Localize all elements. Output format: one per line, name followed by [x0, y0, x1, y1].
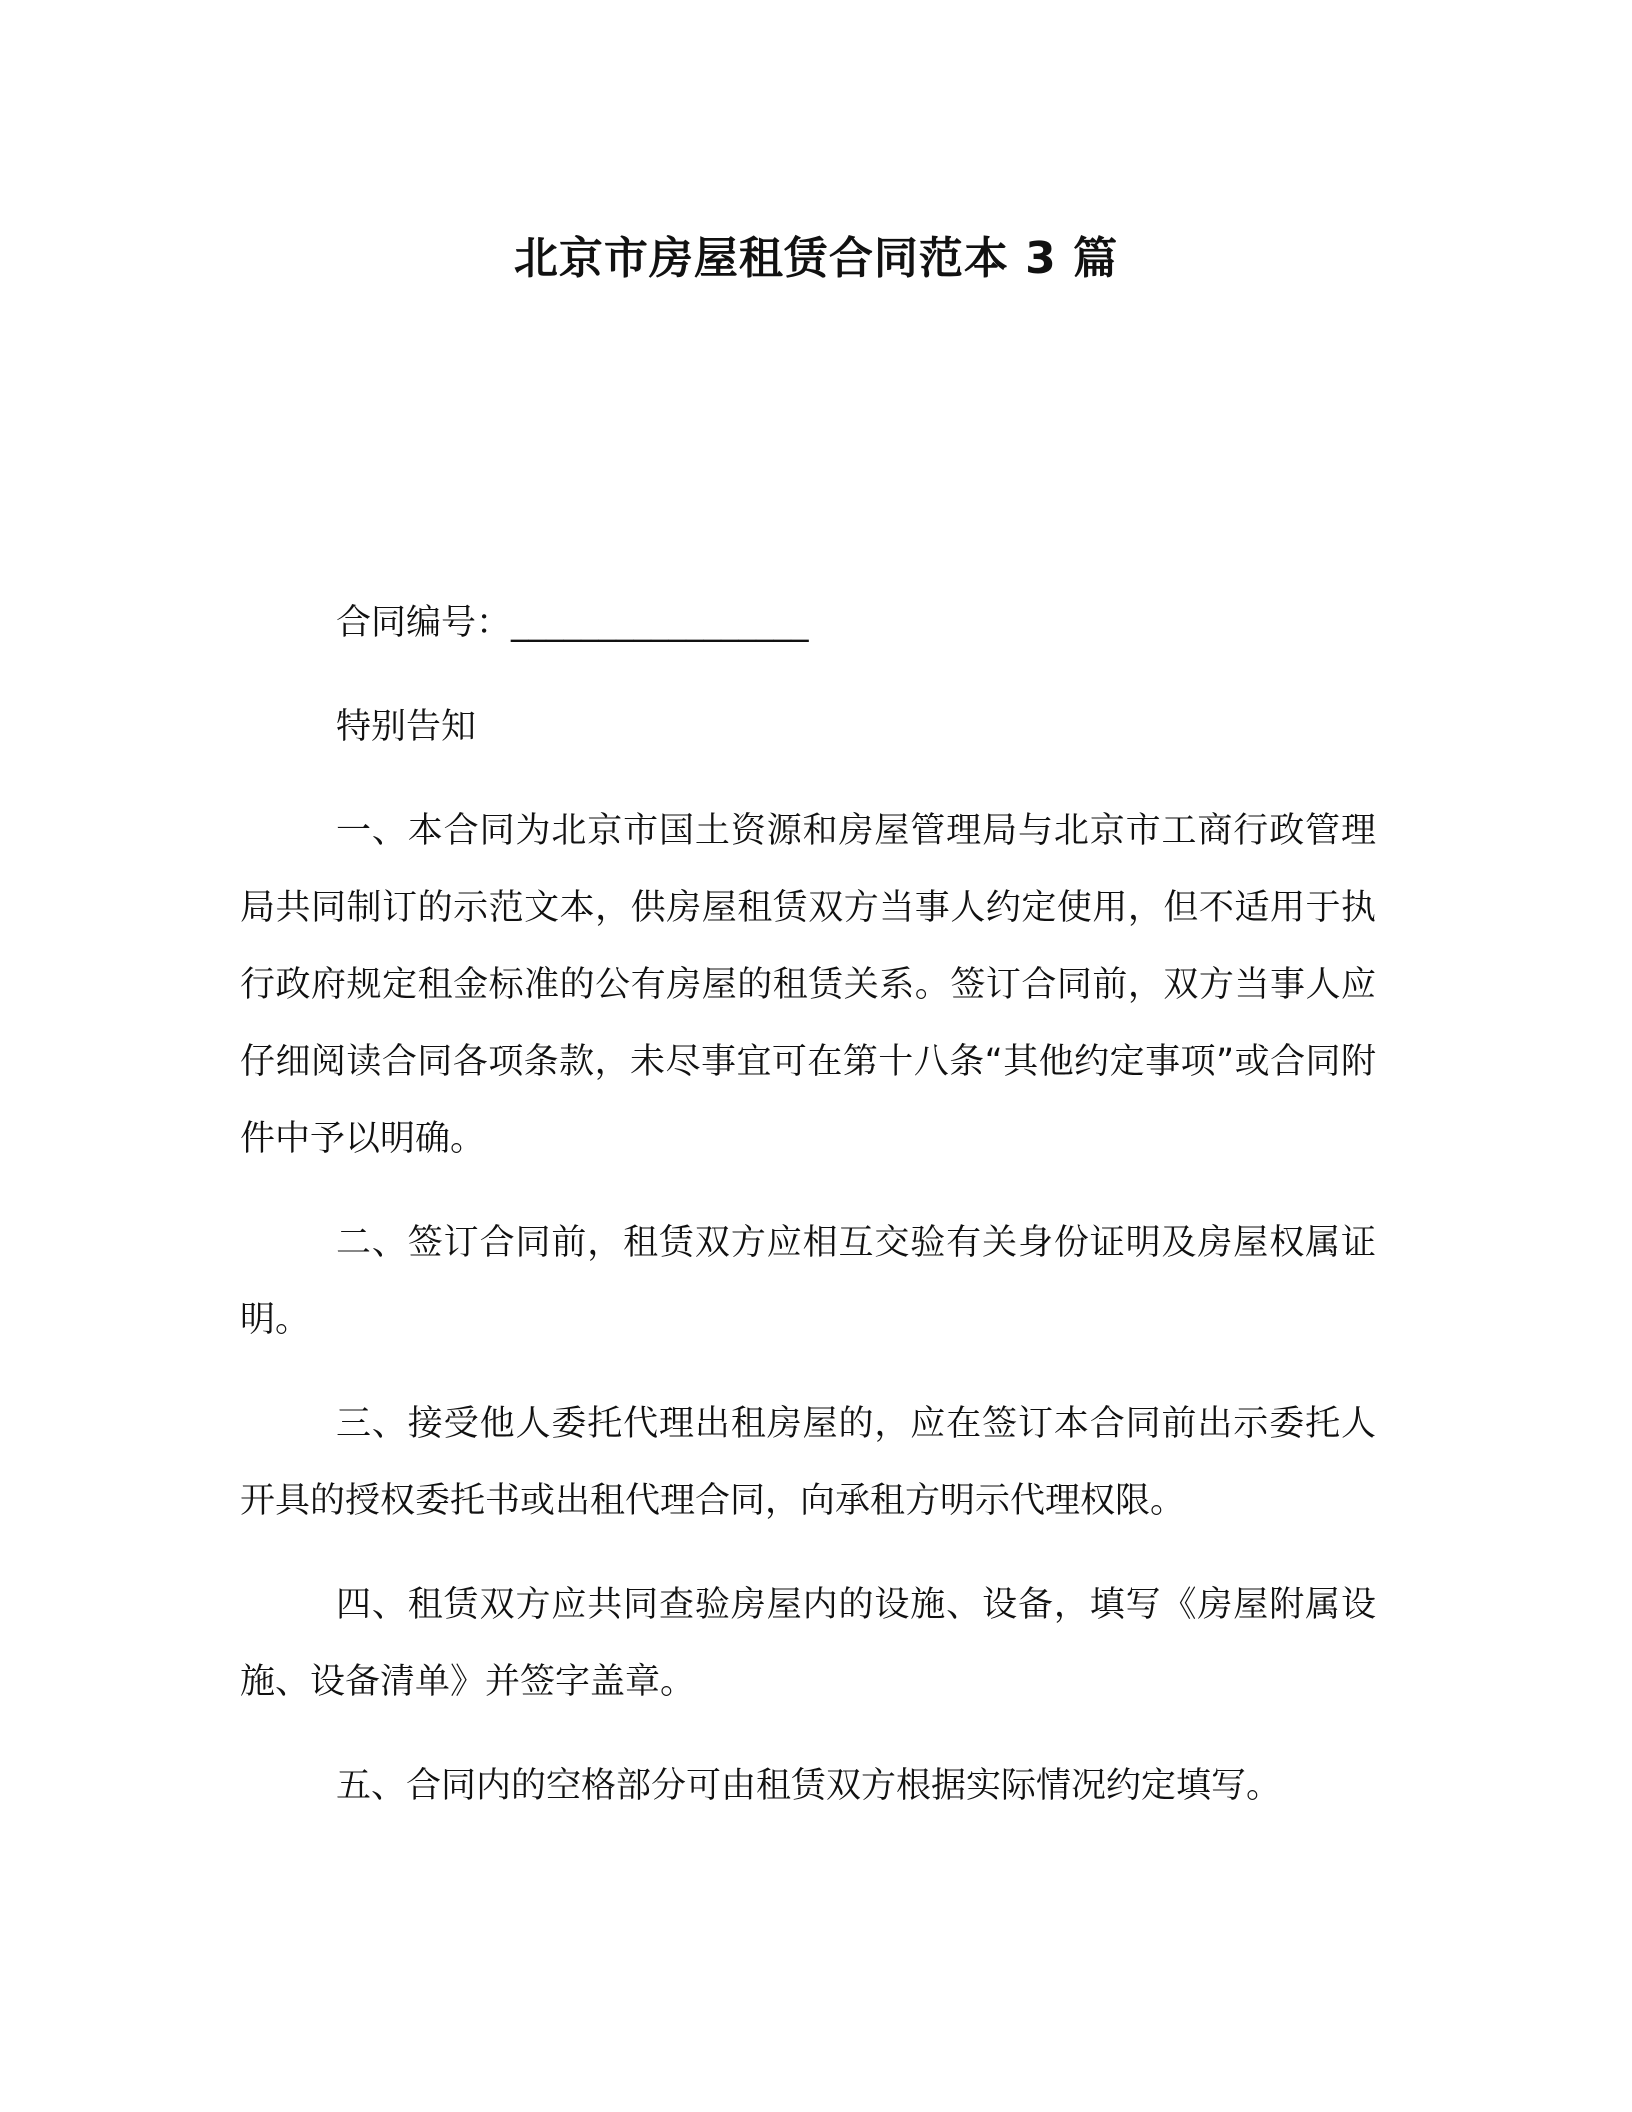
document-title: 北京市房屋租赁合同范本 3 篇: [513, 233, 1119, 284]
contract-number-label: 合同编号：: [336, 603, 512, 643]
contract-number-blank: _________________: [511, 603, 809, 643]
notice-paragraph-1: 一、本合同为北京市国土资源和房屋管理局与北京市工商行政管理局共同制订的示范文本，供房屋租赁双方当事人约定使用，但不适用于执行政府规定租金标准的公有房屋的租赁关系。签订合同前，双方当事人应仔细阅读合同各项条款，未尽事宜可在第十八条“其他约定事项”或合同附件中予以明确。: [240, 811, 1376, 1159]
notice-paragraph-3: 三、接受他人委托代理出租房屋的，应在签订本合同前出示委托人开具的授权委托书或出租代理合同，向承租方明示代理权限。: [240, 1404, 1376, 1521]
notice-paragraph-5: 五、合同内的空格部分可由租赁双方根据实际情况约定填写。: [336, 1766, 1282, 1806]
notice-paragraph-2: 二、签订合同前，租赁双方应相互交验有关身份证明及房屋权属证明。: [240, 1223, 1376, 1340]
contract-number-line: [240, 585, 1472, 662]
notice-heading: 特别告知: [336, 707, 477, 747]
notice-paragraph-4: 四、租赁双方应共同查验房屋内的设施、设备，填写《房屋附属设施、设备清单》并签字盖章。: [240, 1585, 1376, 1702]
